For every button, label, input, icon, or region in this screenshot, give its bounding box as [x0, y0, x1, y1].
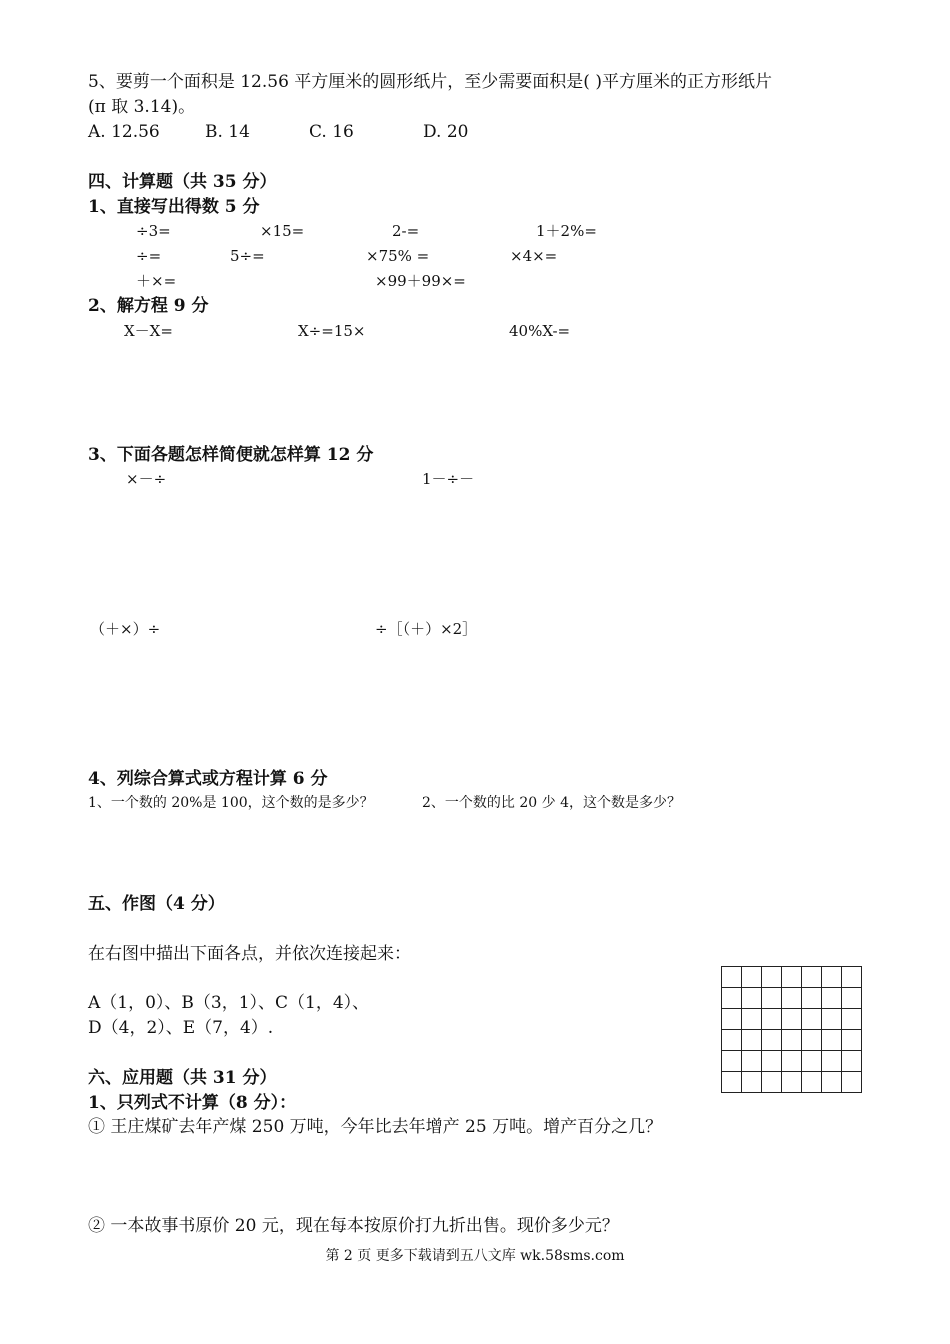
- simplify-item: 1－÷－: [422, 470, 475, 488]
- word-problem-1: 1、一个数的 20%是 100，这个数的是多少？: [88, 795, 374, 811]
- mental-calc-item: 5÷=: [230, 247, 265, 265]
- mental-calc-item: 1＋2%=: [536, 222, 597, 240]
- q5-option-d: D. 20: [423, 122, 469, 142]
- equation-item: X－X=: [124, 322, 173, 340]
- mental-calc-item: ÷3=: [136, 222, 171, 240]
- points-line-2: D（4，2）、E（7，4）.: [88, 1018, 274, 1038]
- section4-p3-title: 3、下面各题怎样简便就怎样算 12 分: [88, 445, 374, 465]
- mental-calc-item: ×75% =: [366, 247, 430, 265]
- application-problem-2: ② 一本故事书原价 20 元，现在每本按原价打九折出售。现价多少元？: [88, 1216, 619, 1236]
- section5-title: 五、作图（4 分）: [88, 894, 225, 914]
- mental-calc-item: ×15=: [260, 222, 305, 240]
- section4-title: 四、计算题（共 35 分）: [88, 172, 277, 192]
- simplify-item: ×－÷: [126, 470, 167, 488]
- section6-p1-title: 1、只列式不计算（8 分）：: [88, 1093, 297, 1113]
- q5-line1: 5、要剪一个面积是 12.56 平方厘米的圆形纸片，至少需要面积是( )平方厘米的正方形纸片: [88, 72, 772, 92]
- section6-title: 六、应用题（共 31 分）: [88, 1068, 277, 1088]
- mental-calc-item: ×4×=: [510, 247, 558, 265]
- q5-option-b: B. 14: [205, 122, 250, 142]
- section4-p4-title: 4、列综合算式或方程计算 6 分: [88, 769, 328, 789]
- equation-item: 40%X-=: [509, 322, 571, 340]
- simplify-item: （＋×）÷: [90, 620, 161, 638]
- section4-p2-title: 2、解方程 9 分: [88, 296, 209, 316]
- q5-option-a: A. 12.56: [88, 122, 160, 142]
- q5-option-c: C. 16: [309, 122, 354, 142]
- mental-calc-item: ÷=: [136, 247, 162, 265]
- page-footer: 第 2 页 更多下载请到五八文库 wk.58sms.com: [325, 1248, 625, 1264]
- section5-instruction: 在右图中描出下面各点，并依次连接起来：: [88, 944, 411, 964]
- q5-line2: (π 取 3.14)。: [88, 97, 196, 117]
- equation-item: X÷=15×: [298, 322, 366, 340]
- coordinate-grid: [721, 966, 862, 1093]
- points-line-1: A（1，0）、B（3，1）、C（1，4）、: [88, 993, 370, 1013]
- mental-calc-item: ＋×=: [136, 272, 177, 290]
- word-problem-2: 2、一个数的比 20 少 4，这个数是多少？: [422, 795, 681, 811]
- simplify-item: ÷［（＋）×2］: [375, 620, 478, 638]
- mental-calc-item: ×99＋99×=: [375, 272, 466, 290]
- mental-calc-item: 2-=: [392, 222, 420, 240]
- application-problem-1: ① 王庄煤矿去年产煤 250 万吨，今年比去年增产 25 万吨。增产百分之几？: [88, 1117, 663, 1137]
- section4-p1-title: 1、直接写出得数 5 分: [88, 197, 260, 217]
